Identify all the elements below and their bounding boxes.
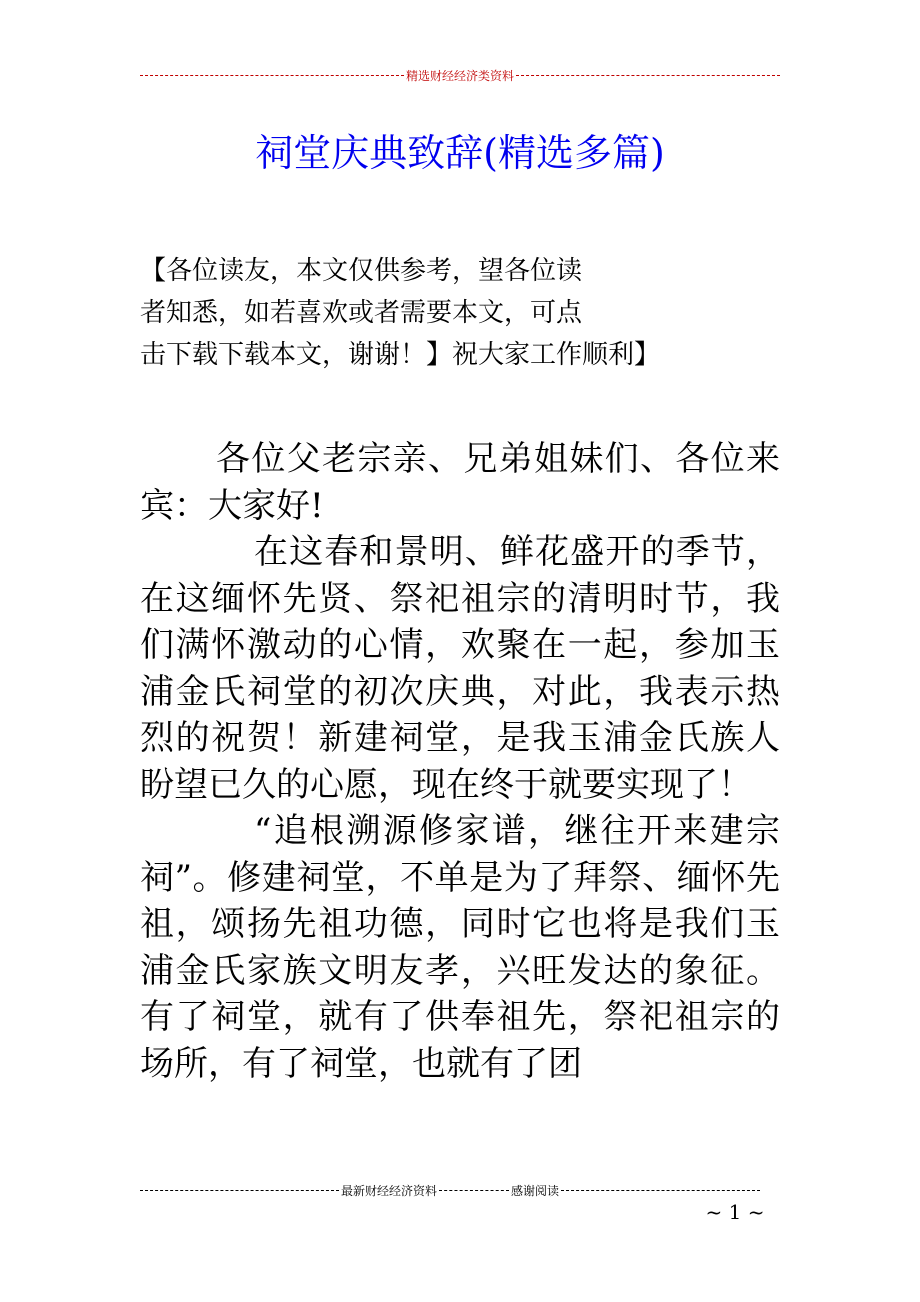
page-header xyxy=(140,64,780,86)
footer-right-text: 感谢阅读 xyxy=(511,1183,560,1198)
page-number: ~ 1 ~ xyxy=(705,1200,765,1224)
footer-dash-left xyxy=(140,1190,339,1191)
notice-line: 击下载下载本文，谢谢！】祝大家工作顺利】 xyxy=(140,340,661,370)
footer-dash-middle xyxy=(439,1190,509,1191)
footer-left-text: 最新财经经济资料 xyxy=(340,1183,437,1198)
paragraph: “追根溯源修家谱，继往开来建宗祠”。修建祠堂，不单是为了拜祭、缅怀先祖，颂扬先祖功德，同时它也将是我们玉浦金氏家族文明友孝，兴旺发达的象征。有了祠堂，就有了供奉祖先，祭祀祖宗的场所，有了祠堂，也就有了团 xyxy=(140,811,780,1084)
page-footer xyxy=(140,1180,760,1200)
reader-notice xyxy=(140,250,740,376)
notice-line: 【各位读友，本文仅供参考，望各位读 xyxy=(140,256,583,286)
header-dash-right xyxy=(516,75,780,76)
header-text: 精选财经经济类资料 xyxy=(406,68,515,83)
notice-line: 者知悉，如若喜欢或者需要本文，可点 xyxy=(140,298,583,328)
header-dash-left xyxy=(140,75,404,76)
document-title: 祠堂庆典致辞(精选多篇) xyxy=(255,131,665,175)
footer-dash-right xyxy=(561,1190,760,1191)
document-body xyxy=(140,436,780,1087)
paragraph: 在这春和景明、鲜花盛开的季节，在这缅怀先贤、祭祀祖宗的清明时节，我们满怀激动的心情，欢聚在一起，参加玉浦金氏祠堂的初次庆典，对此，我表示热烈的祝贺！新建祠堂，是我玉浦金氏族人盼望已久的心愿，现在终于就要实现了！ xyxy=(140,532,780,805)
paragraph-greeting: 各位父老宗亲、兄弟姐妹们、各位来宾：大家好! xyxy=(140,439,780,526)
